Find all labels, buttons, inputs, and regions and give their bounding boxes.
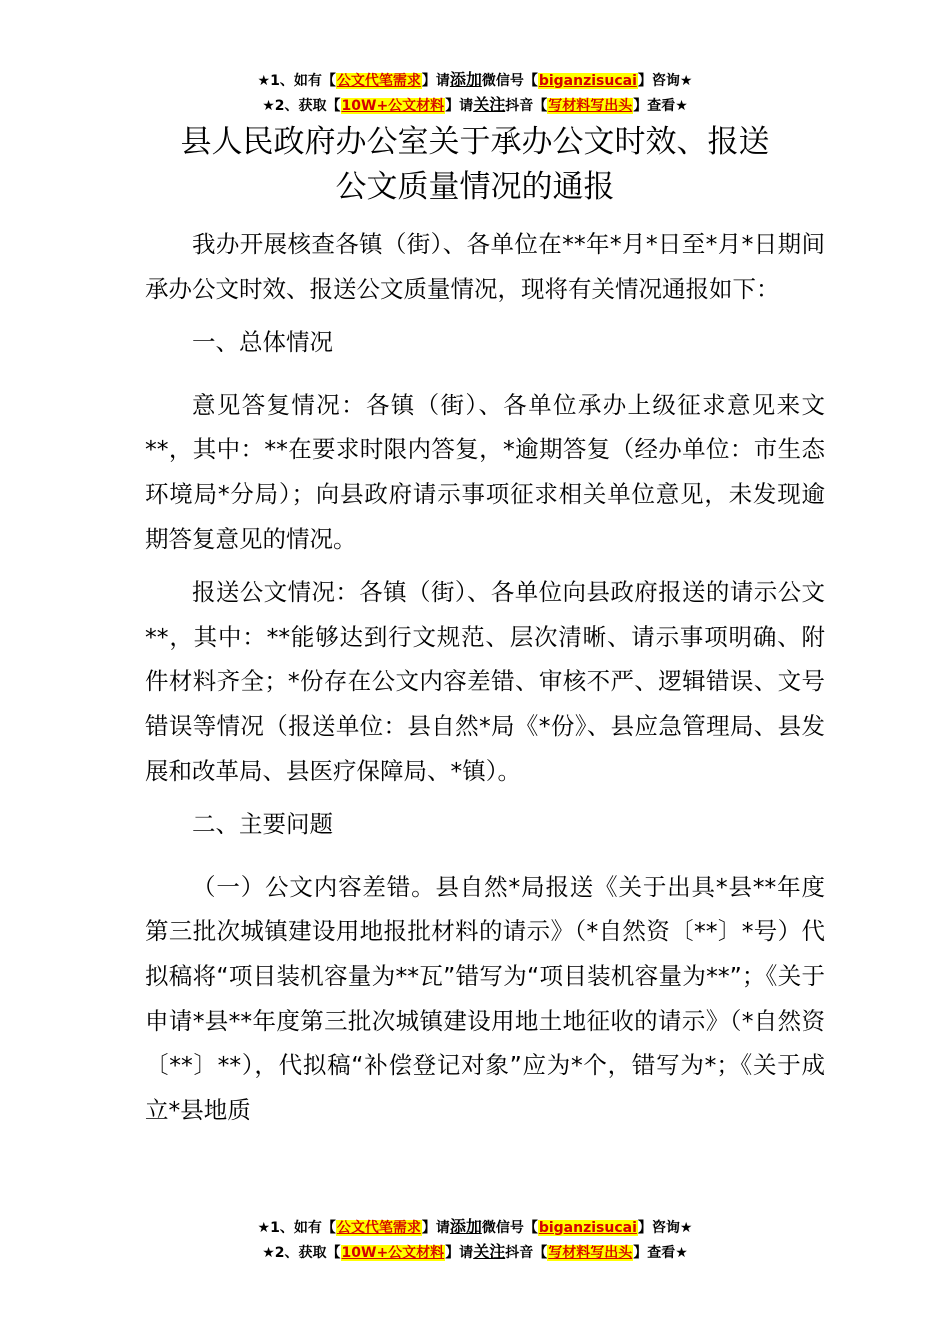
promo-text: 】查看★	[633, 1245, 688, 1261]
paragraph-submissions: 报送公文情况：各镇（街）、各单位向县政府报送的请示公文**，其中：**能够达到行文规范、层次清晰、请示事项明确、附件材料齐全；*份存在公文内容差错、审核不严、逻辑错误、文号错误等情况（报送单位：县自然*局《*份》、县应急管理局、县发展和改革局、县医疗保障局、*镇）。	[145, 578, 825, 785]
promo-text: ★1、如有【	[257, 73, 336, 89]
promo-text: 】请	[445, 98, 474, 114]
promo-highlight[interactable]: 写材料写出头	[548, 98, 633, 114]
promo-text: 】咨询★	[637, 73, 693, 89]
promo-emphasis: 添加	[449, 1217, 482, 1236]
promo-emphasis: 关注	[473, 95, 506, 114]
promo-text: 】查看★	[633, 98, 688, 114]
promo-text: ★1、如有【	[257, 1220, 336, 1236]
promo-text: 】请	[421, 73, 450, 89]
section-heading-1: 一、总体情况	[192, 328, 333, 357]
promo-highlight[interactable]: 公文代笔需求	[336, 73, 421, 89]
promo-highlight[interactable]: 10W+公文材料	[341, 1245, 445, 1261]
promo-emphasis: 添加	[449, 70, 482, 89]
promo-highlight[interactable]: 公文代笔需求	[336, 1220, 421, 1236]
promo-banner-bottom	[0, 1215, 950, 1265]
promo-line-1	[0, 68, 950, 93]
promo-text: 微信号【	[481, 73, 538, 89]
title-line-1: 县人民政府办公室关于承办公文时效、报送	[180, 124, 770, 160]
promo-text: ★2、获取【	[262, 1245, 341, 1261]
document-body	[145, 222, 825, 1141]
promo-highlight[interactable]: biganzisucai	[538, 73, 637, 89]
paragraph-intro: 我办开展核查各镇（街）、各单位在**年*月*日至*月*日期间承办公文时效、报送公文质量情况，现将有关情况通报如下：	[145, 230, 825, 303]
promo-text: 】请	[421, 1220, 450, 1236]
promo-banner-top	[0, 68, 950, 118]
title-line-2: 公文质量情况的通报	[335, 169, 615, 205]
promo-emphasis: 关注	[473, 1242, 506, 1261]
promo-text: ★2、获取【	[262, 98, 341, 114]
section-heading-2: 二、主要问题	[192, 810, 333, 839]
paragraph-issue-1: （一）公文内容差错。县自然*局报送《关于出具*县**年度第三批次城镇建设用地报批材料的请示》（*自然资〔**〕*号）代拟稿将“项目装机容量为**瓦”错写为“项目装机容量为**”；《关于申请*县**年度第三批次城镇建设用地土地征收的请示》（*自然资〔**〕**），代拟稿“补偿登记对象”应为*个，错写为*；《关于成立*县地质	[145, 872, 825, 1124]
document-title	[100, 120, 850, 210]
promo-text: 微信号【	[481, 1220, 538, 1236]
promo-text: 抖音【	[505, 98, 548, 114]
promo-highlight[interactable]: biganzisucai	[538, 1220, 637, 1236]
promo-text: 抖音【	[505, 1245, 548, 1261]
promo-text: 】咨询★	[637, 1220, 693, 1236]
promo-line-2	[0, 93, 950, 118]
promo-highlight[interactable]: 写材料写出头	[548, 1245, 633, 1261]
promo-highlight[interactable]: 10W+公文材料	[341, 98, 445, 114]
promo-line-1	[0, 1215, 950, 1240]
paragraph-opinions: 意见答复情况：各镇（街）、各单位承办上级征求意见来文**，其中：**在要求时限内答复，*逾期答复（经办单位：市生态环境局*分局）；向县政府请示事项征求相关单位意见，未发现逾期答复意见的情况。	[145, 390, 825, 553]
promo-text: 】请	[445, 1245, 474, 1261]
promo-line-2	[0, 1240, 950, 1265]
